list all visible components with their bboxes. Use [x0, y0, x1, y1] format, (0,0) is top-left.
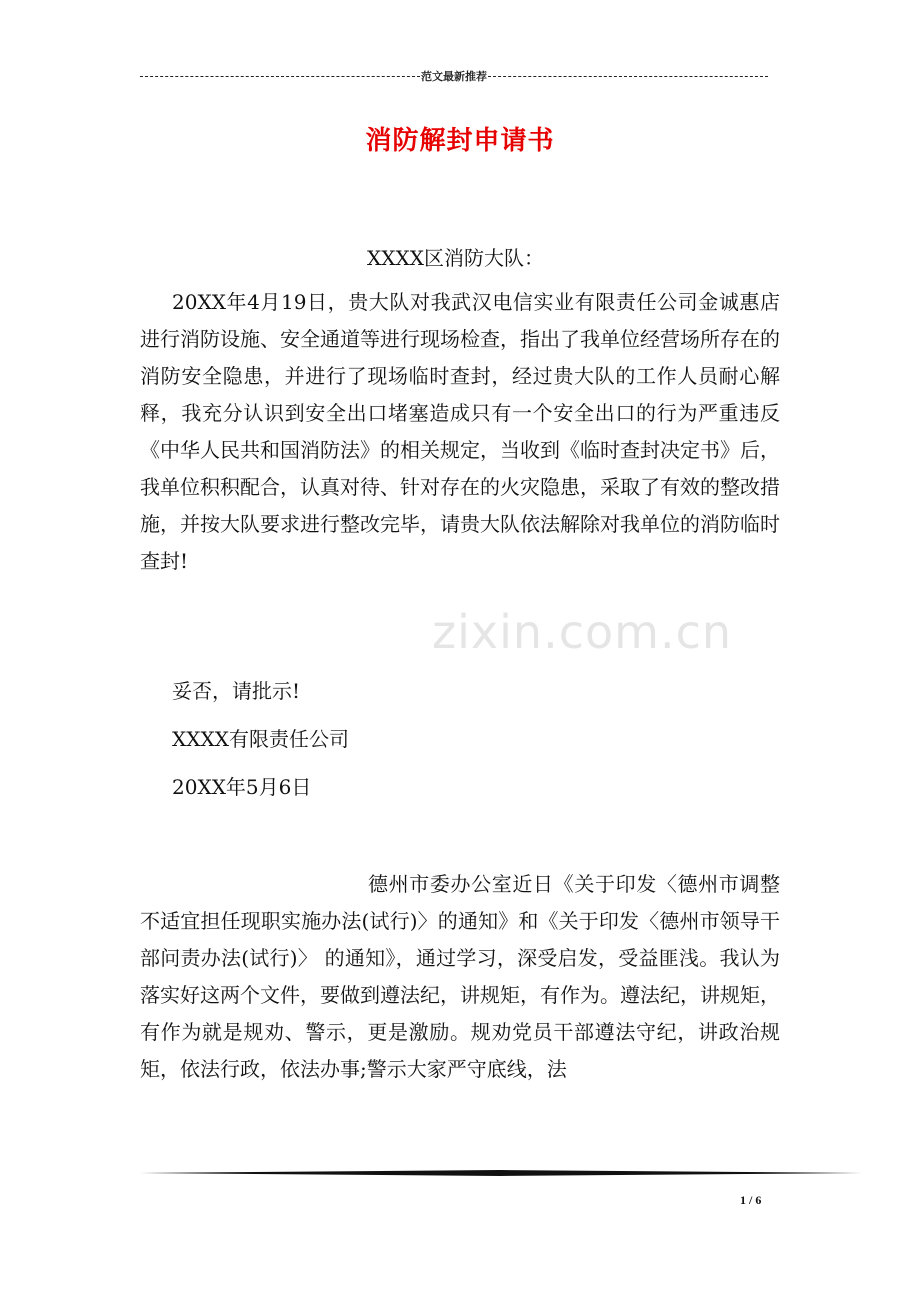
watermark: zixin.com.cn — [432, 605, 733, 659]
page-number: 1 / 6 — [740, 1193, 762, 1207]
salutation: XXXX区消防大队： — [367, 246, 544, 270]
page-header — [140, 68, 768, 84]
closing-request: 妥否，请批示! — [172, 679, 301, 703]
signature-date: 20XX年5月6日 — [172, 775, 312, 799]
paragraph-secondary: 德州市委办公室近日《关于印发〈德州市调整不适宜担任现职实施办法(试行)〉的通知》和《关于印发〈德州市领导干部问责办法(试行)〉 的通知》，通过学习，深受启发，受益匪浅。我认为落实好这两个文件，要做到遵法纪，讲规矩，有作为。遵法纪，讲规矩，有作为就是规劝、警示，更是激励。规劝党员干部遵法守纪，讲政治规矩，依法行政，依法办事;警示大家严守底线，法 — [140, 872, 780, 1081]
header-dash-left — [140, 76, 420, 77]
signature-company: XXXX有限责任公司 — [172, 727, 349, 751]
paragraph-main: 20XX年4月19日，贵大队对我武汉电信实业有限责任公司金诚惠店进行消防设施、安全通道等进行现场检查，指出了我单位经营场所存在的消防安全隐患，并进行了现场临时查封，经过贵大队的工作人员耐心解释，我充分认识到安全出口堵塞造成只有一个安全出口的行为严重违反《中华人民共和国消防法》的相关规定，当收到《临时查封决定书》后，我单位积积配合，认真对待、针对存在的火灾隐患，采取了有效的整改措施，并按大队要求进行整改完毕，请贵大队依法解除对我单位的消防临时查封! — [140, 290, 780, 573]
header-label: 范文最新推荐 — [421, 70, 487, 83]
header-dash-right — [488, 76, 768, 77]
footer-divider — [140, 1170, 862, 1176]
document-title: 消防解封申请书 — [365, 126, 555, 156]
